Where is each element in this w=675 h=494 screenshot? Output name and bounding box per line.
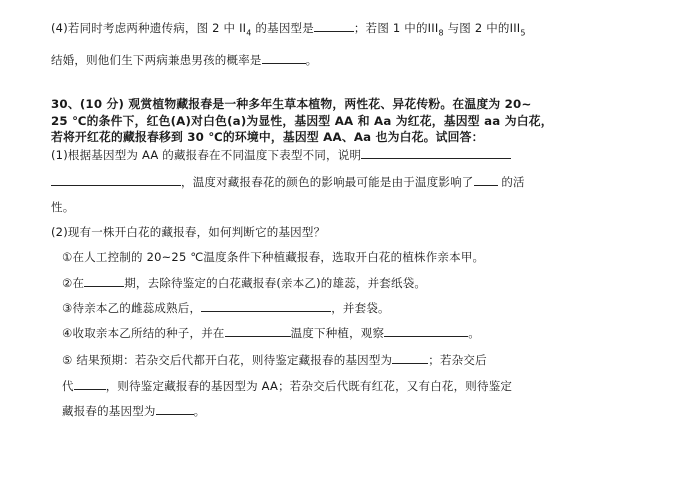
q30-part1-line1: [51, 146, 511, 163]
q30-s4b: 温度下种植，观察: [290, 326, 385, 340]
q30-stem-line2: 25 ℃的条件下，红色(A)对白色(a)为显性，基因型 AA 和 Aa 为红花，基因型 aa 为白花，: [51, 114, 553, 128]
q29-text1: (4)若同时考虑两种遗传病，图 2 中 II: [51, 21, 247, 35]
q30-p1-text2b: 的活: [497, 175, 525, 189]
answer-blank[interactable]: [474, 173, 498, 186]
q30-s3b: ，并套袋。: [331, 301, 390, 315]
q30-step2: [62, 274, 426, 291]
q29-sub3: 5: [520, 28, 526, 38]
q30-step4: [62, 324, 480, 341]
q29-text4: 与图 2 中的III: [443, 21, 521, 35]
q29-part4-line1: [51, 19, 526, 41]
q30-s4c: 。: [468, 326, 480, 340]
q29-text2: 的基因型是: [251, 21, 314, 35]
q30-s2b: 期，去除待鉴定的白花藏报春(亲本乙)的雄蕊，并套纸袋。: [124, 276, 427, 290]
answer-blank[interactable]: [201, 299, 331, 312]
q30-part1-line2: [51, 173, 525, 190]
q30-s5e: 藏报春的基因型为: [62, 404, 156, 418]
answer-blank[interactable]: [84, 274, 124, 287]
answer-blank[interactable]: [392, 351, 428, 364]
q29-text3: ；若图 1 中的III: [353, 21, 439, 35]
q29-sub1: 4: [246, 28, 252, 38]
q30-step3: [62, 299, 390, 316]
q30-p1-text1: (1)根据基因型为 AA 的藏报春在不同温度下表型不同，说明: [51, 148, 362, 162]
answer-blank[interactable]: [51, 173, 181, 186]
q30-part2-heading: (2)现有一株开白花的藏报春，如何判断它的基因型？: [51, 225, 326, 239]
q30-s5f: 。: [193, 404, 206, 418]
q30-step5-line3: [62, 402, 205, 419]
answer-blank[interactable]: [384, 324, 468, 337]
q30-s5a: ⑤ 结果预期：若杂交后代都开白花，则待鉴定藏报春的基因型为: [62, 353, 393, 367]
q30-s5c: 代: [62, 379, 74, 393]
q30-part1-line3: 性。: [51, 200, 75, 214]
answer-blank[interactable]: [314, 19, 354, 32]
q30-s2a: ②在: [62, 276, 85, 290]
answer-blank[interactable]: [262, 51, 306, 64]
q30-step5-line2: [62, 377, 512, 394]
q30-s4a: ④收取亲本乙所结的种子，并在: [62, 326, 225, 340]
q30-step5-line1: [62, 351, 487, 368]
q30-stem-line3: 若将开红花的藏报春移到 30 ℃的环境中，基因型 AA、Aa 也为白花。试回答：: [51, 130, 484, 144]
q30-s5b: ；若杂交后: [428, 353, 487, 367]
q30-s5d: ，则待鉴定藏报春的基因型为 AA；若杂交后代既有红花，又有白花，则待鉴定: [105, 379, 513, 393]
q30-step1: ①在人工控制的 20~25 ℃温度条件下种植藏报春，选取开白花的植株作亲本甲。: [62, 250, 485, 264]
q30-p1-text2a: ，温度对藏报春花的颜色的影响最可能是由于温度影响了: [181, 175, 474, 189]
q30-stem-line1: 30、(10 分) 观赏植物藏报春是一种多年生草本植物，两性花、异花传粉。在温度为 20~: [51, 97, 532, 111]
answer-blank[interactable]: [225, 324, 291, 337]
q29-line2a: 结婚，则他们生下两病兼患男孩的概率是: [51, 53, 262, 67]
answer-blank[interactable]: [361, 146, 511, 159]
answer-blank[interactable]: [74, 377, 106, 390]
q29-sub2: 8: [438, 28, 444, 38]
q30-s3a: ③待亲本乙的雌蕊成熟后，: [62, 301, 202, 315]
q29-line2b: 。: [305, 53, 318, 67]
answer-blank[interactable]: [156, 402, 194, 415]
q29-part4-line2: [51, 51, 317, 68]
